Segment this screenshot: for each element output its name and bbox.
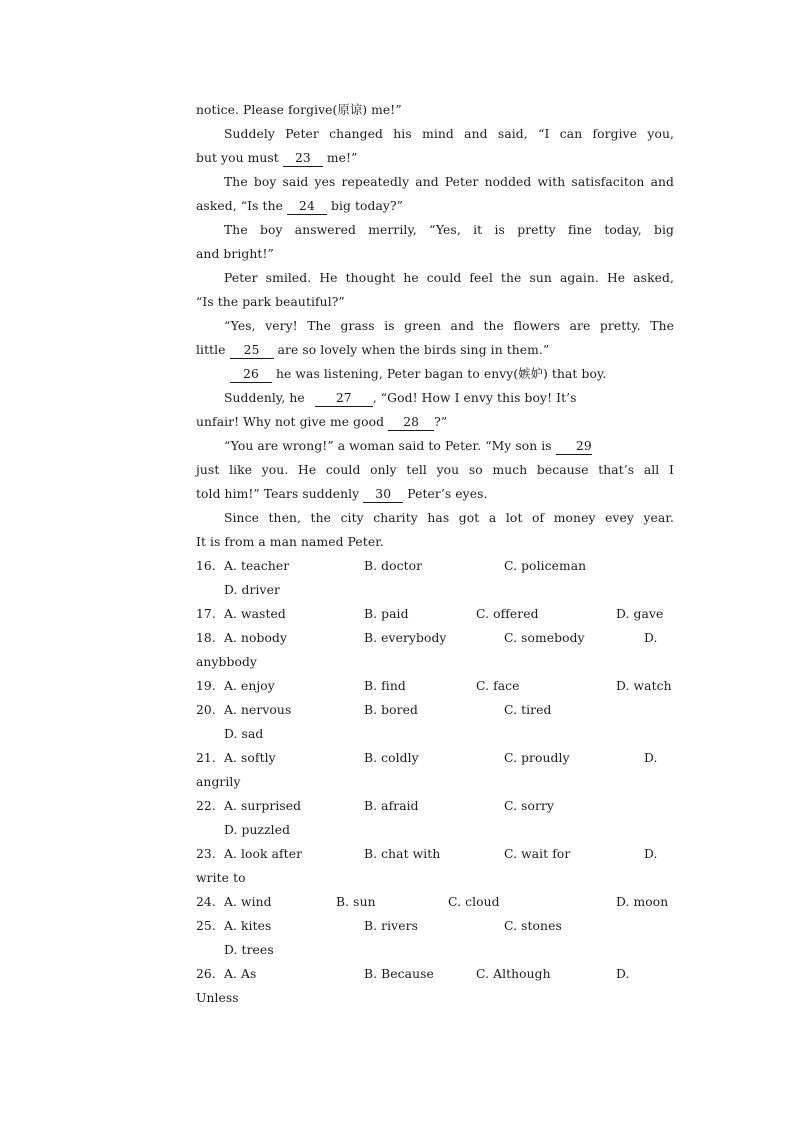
passage-line: “You are wrong!” a woman said to Peter. “My son is 29 <box>224 439 592 453</box>
passage-line: 26 he was listening, Peter bagan to envy(嫉妒) that boy. <box>196 362 674 386</box>
passage-line: “Is the park beautiful?” <box>196 295 345 309</box>
blank-29: 29 <box>556 439 592 455</box>
question-25: 25. A. kites B. rivers C. stones <box>196 919 562 933</box>
passage-line: and bright!” <box>196 247 274 261</box>
blank-24: 24 <box>287 199 327 215</box>
passage-line: little 25 are so lovely when the birds sing in them.” <box>196 343 550 357</box>
passage-line: asked, “Is the 24 big today?” <box>196 199 404 213</box>
passage-line: Peter smiled. He thought he could feel the sun again. He asked, <box>224 271 674 285</box>
passage-line: Suddely Peter changed his mind and said, “I can forgive you, <box>224 127 674 141</box>
passage-line: unfair! Why not give me good 28 ?” <box>196 415 448 429</box>
passage-line: Suddenly, he 27 , “God! How I envy this boy! It’s <box>224 391 577 405</box>
document-page <box>196 98 674 1010</box>
question-23-cont: write to <box>196 871 246 885</box>
blank-27: 27 <box>315 391 373 407</box>
question-16: 16. A. teacher B. doctor C. policeman <box>196 559 587 573</box>
question-20-cont: D. sad <box>224 727 264 741</box>
blank-28: 28 <box>388 415 434 431</box>
question-17: 17. A. wasted B. paid C. offered D. gave <box>196 607 664 621</box>
question-18-cont: anybbody <box>196 655 257 669</box>
blank-25: 25 <box>230 343 274 359</box>
question-21-cont: angrily <box>196 775 241 789</box>
passage-line: just like you. He could only tell you so much because that’s all I <box>196 463 674 477</box>
question-26-cont: Unless <box>196 991 239 1005</box>
blank-23: 23 <box>283 151 323 167</box>
passage-line: but you must 23 me!” <box>196 151 358 165</box>
blank-26: 26 <box>230 367 272 383</box>
question-23: 23. A. look after B. chat with C. wait for D. <box>196 847 658 861</box>
question-24: 24. A. wind B. sun C. cloud D. moon <box>196 895 669 909</box>
passage-line: told him!” Tears suddenly 30 Peter’s eyes. <box>196 487 488 501</box>
passage-line: The boy answered merrily, “Yes, it is pretty fine today, big <box>224 223 674 237</box>
question-19: 19. A. enjoy B. find C. face D. watch <box>196 679 672 693</box>
question-25-cont: D. trees <box>224 943 274 957</box>
question-18: 18. A. nobody B. everybody C. somebody D. <box>196 631 658 645</box>
question-20: 20. A. nervous B. bored C. tired <box>196 703 552 717</box>
passage-line: It is from a man named Peter. <box>196 535 384 549</box>
passage-line: Since then, the city charity has got a lot of money evey year. <box>224 511 674 525</box>
passage-line: The boy said yes repeatedly and Peter nodded with satisfaciton and <box>224 175 674 189</box>
question-22: 22. A. surprised B. afraid C. sorry <box>196 799 555 813</box>
question-16-cont: D. driver <box>224 583 280 597</box>
question-21: 21. A. softly B. coldly C. proudly D. <box>196 751 658 765</box>
blank-30: 30 <box>363 487 403 503</box>
passage-line: “Yes, very! The grass is green and the flowers are pretty. The <box>224 319 674 333</box>
question-26: 26. A. As B. Because C. Although D. <box>196 967 630 981</box>
question-22-cont: D. puzzled <box>224 823 291 837</box>
passage-line: notice. Please forgive(原谅) me!” <box>196 103 402 117</box>
